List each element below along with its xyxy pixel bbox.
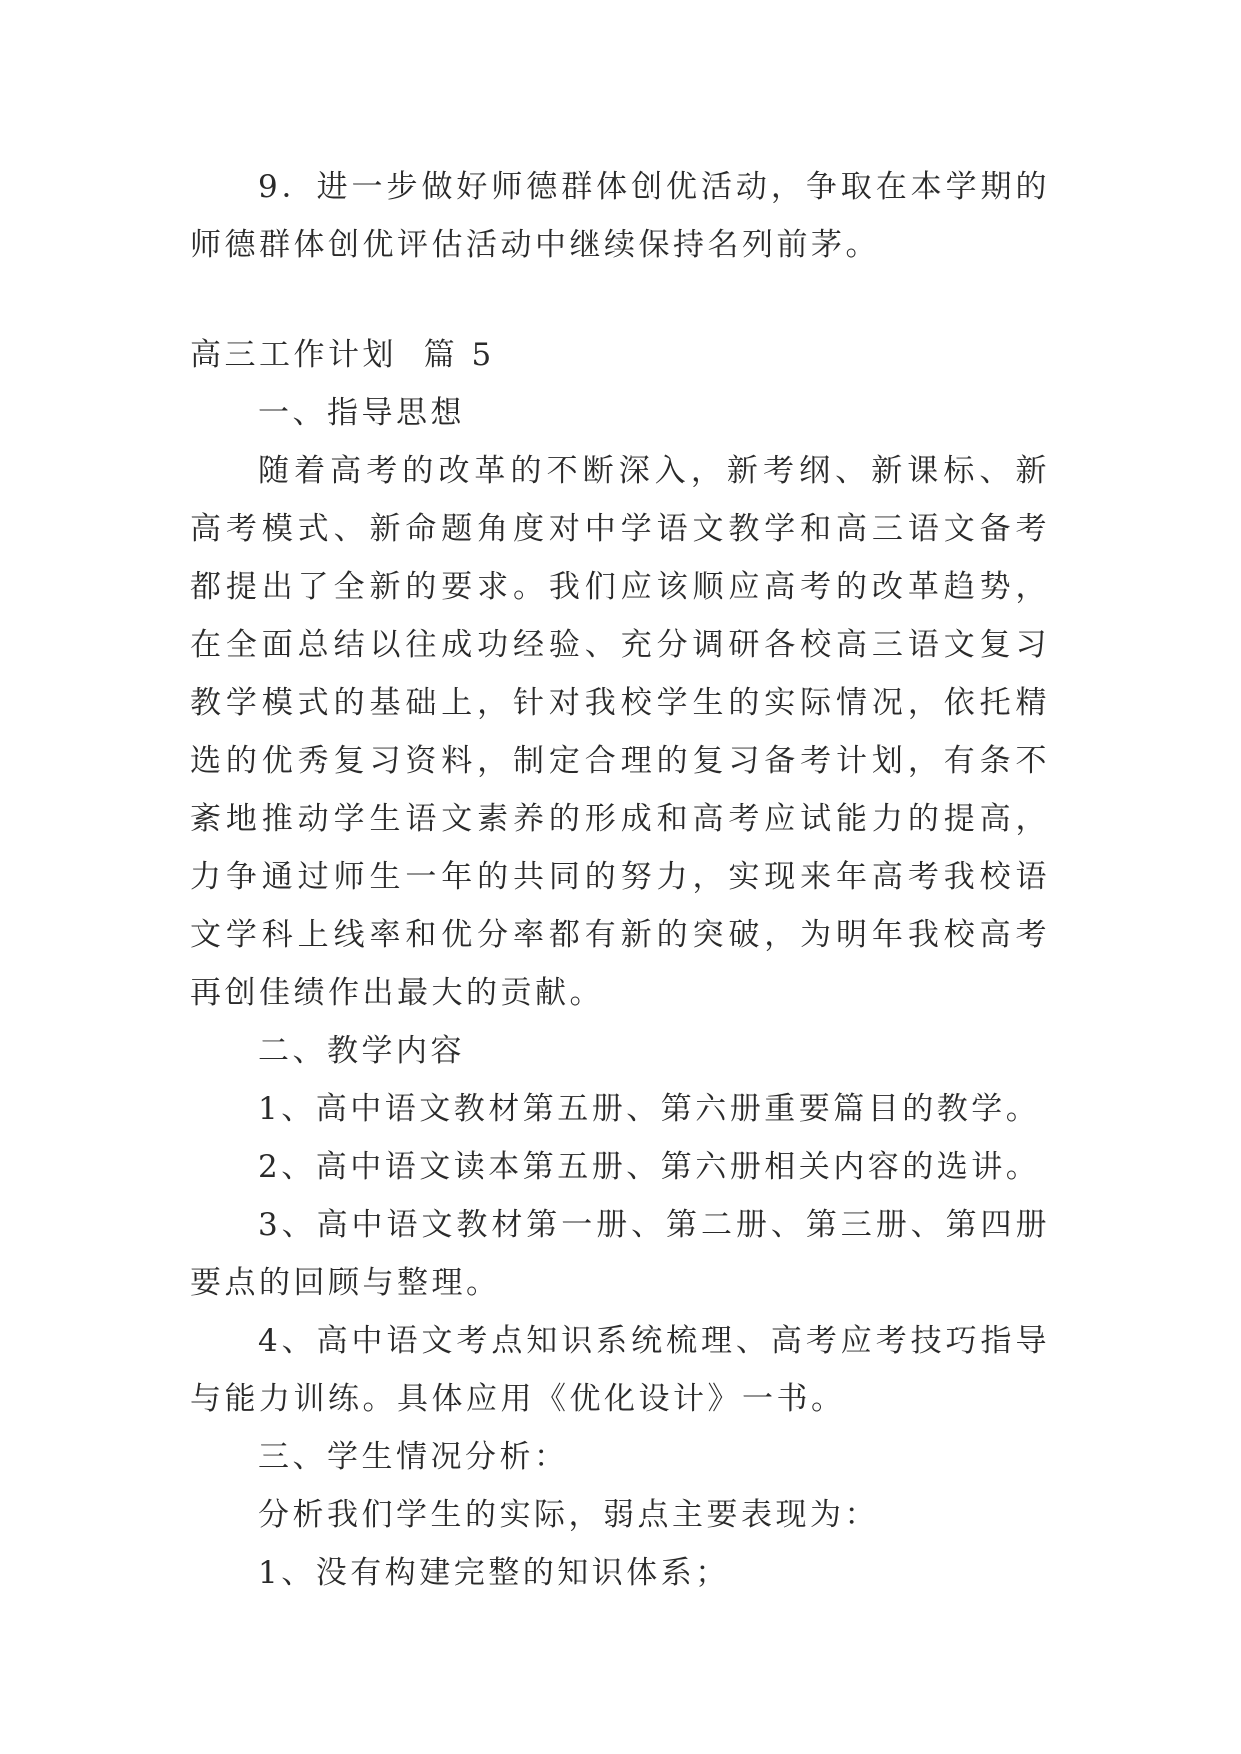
heading-teaching-content: 二、教学内容: [258, 1033, 465, 1069]
student-weakness-item-1: 1、没有构建完整的知识体系；: [258, 1555, 730, 1591]
paragraph-student-analysis-intro: 分析我们学生的实际，弱点主要表现为：: [258, 1497, 879, 1533]
teaching-content-item-1: 1、高中语文教材第五册、第六册重要篇目的教学。: [258, 1091, 1041, 1127]
teaching-content-item-3: 3、高中语文教材第一册、第二册、第三册、第四册要点的回顾与整理。: [190, 1207, 1050, 1301]
paragraph-item-9: 9．进一步做好师德群体创优活动，争取在本学期的师德群体创优评估活动中继续保持名列前茅。: [190, 169, 1050, 263]
document-page: [190, 158, 1050, 1602]
paragraph-guiding-thought: 随着高考的改革的不断深入，新考纲、新课标、新高考模式、新命题角度对中学语文教学和高三语文备考都提出了全新的要求。我们应该顺应高考的改革趋势，在全面总结以往成功经验、充分调研各校高三语文复习教学模式的基础上，针对我校学生的实际情况，依托精选的优秀复习资料，制定合理的复习备考计划，有条不紊地推动学生语文素养的形成和高考应试能力的提高，力争通过师生一年的共同的努力，实现来年高考我校语文学科上线率和优分率都有新的突破，为明年我校高考再创佳绩作出最大的贡献。: [190, 453, 1050, 1011]
section-title: 高三工作计划 篇 5: [190, 337, 495, 373]
teaching-content-item-2: 2、高中语文读本第五册、第六册相关内容的选讲。: [258, 1149, 1041, 1185]
heading-guiding-thought: 一、指导思想: [258, 395, 465, 431]
heading-student-analysis: 三、学生情况分析：: [258, 1439, 569, 1475]
teaching-content-item-4: 4、高中语文考点知识系统梳理、高考应考技巧指导与能力训练。具体应用《优化设计》一书。: [190, 1323, 1050, 1417]
